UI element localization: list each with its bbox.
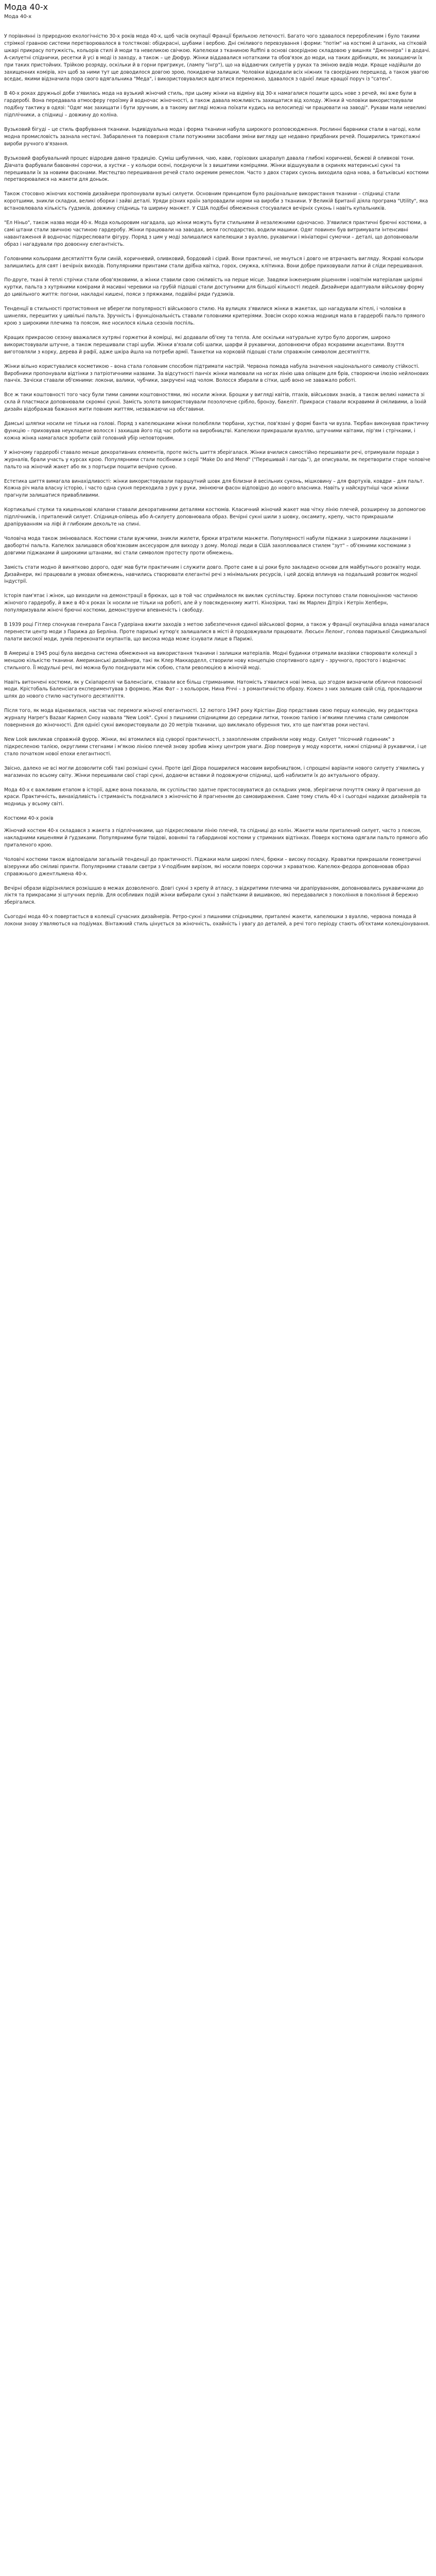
paragraph: Кращих прикрасою сезону вважалися хутряні горжетки й комірці, які додавали об'єму та тепла. Але оскільки натуральне хутро було дорогим, широко використовували штучне, а також перешивали старі шуби. Жінки в'язали собі шапки, шарфи й рукавички, доповнюючи образ яскравими акцентами. Взуття виготовляли з корку, дерева й рафії, адже шкіра йшла на потреби армії. Танкетки на корковій підошві стали справжнім символом десятиліття.	[4, 334, 405, 355]
paragraph: В 40-х роках дружньої доби з'явилась мода на вузький жіночий стиль, при цьому жінки на відміну від 30-х намагалися пошити щось нове з речей, які вже були в гардеробі. Вона передавала атмосферу героїзму й водночас жіночності, а також давала можливість захищатися від холоду. Жінки й чоловіки використовували подібну тактику в одязі: "Одяг має захищати і бути зручним, а в такому вигляді можна поїхати кудись на велосипеді чи працювати на заводі". Рукави мали невеликі підплічники, а спідниці – довжину до коліна.	[4, 91, 427, 118]
paragraph: "Ел Ніньо", також назва моди 40-х. Мода кольоровим нагадала, що жінки можуть бути стильними й незалежними одночасно. З'явилися практичні брючні костюми, а самі штани стали звичною частиною гардеробу. Жінки працювали на заводах, вели господарство, водили машини. Одяг повинен був витримувати інтенсивні навантаження й водночас підкреслювати фігуру. Поряд з цим у моді залишалися капелюшки з вуаллю, рукавички і мініатюрні сумочки – деталі, що доповнювали образ і нагадували про довоєнну елегантність.	[4, 220, 427, 247]
paragraph: Вузьковий бігуді – це стиль фарбування тканини. Індивідуальна мода і форма тканини набула широкого розповсюдження. Рослинні барвники стали в нагоді, коли модна промисловість зазнала нестачі. Забарвлення та поверхня стали потужними засобами зміни вигляду ще недавно придбаних речей. Поширились трикотажні вироби ручного в'язання.	[4, 126, 421, 147]
paragraph: Після того, як мода відновилася, настав час перемоги жіночої елегантності. 12 лютого 1947 року Крістіан Діор представив свою першу колекцію, яку редакторка журналу Harper's Bazaar Кармел Сноу назвала "New Look". Сукні з пишними спідницями до середини литки, тонкою талією і м'якими плечима стали символом повернення до жіночності. Для однієї сукні використовували до 20 метрів тканини, що викликало обурення тих, хто ще пам'ятав роки нестачі.	[4, 708, 418, 728]
paragraph: Дамські шляпки носили не тільки на голові. Поряд з капелюшками жінки полюбляли тюрбани, хустки, пов'язані у формі банта чи вузла. Тюрбан виконував практичну функцію – приховував неукладене волосся і захищав його під час роботи на виробництві. Капелюхи прикрашали вуаллю, штучними квітами, пір'ям і стрічками, і кожна жінка намагалася зробити свій головний убір неповторним.	[4, 421, 429, 441]
paragraph: Тенденції в стильності протистояння не вберегли популярності військового стилю. На вулицях з'явилися жінки в жакетах, що нагадували кітелі, і чоловіки в шинелях, перешитих у цивільні пальта. Зручність і функціональність ставали головними критеріями. Зовсім скоро кожна модниця мала в гардеробі пальто прямого крою з широкими плечима та поясом, яке носилося кілька сезонів поспіль.	[4, 306, 425, 326]
paragraph: Замість стати модно й винятково дорого, одяг мав бути практичним і служити довго. Проте саме в ці роки було закладено основи для майбутнього розквіту моди. Дизайнери, які працювали в умовах обмежень, навчились створювати елегантні речі з мінімальних ресурсів, і цей досвід вплинув на подальший розвиток модної індустрії.	[4, 564, 422, 585]
paragraph: Чоловічі костюми також відповідали загальній тенденції до практичності. Піджаки мали широкі плечі, брюки – високу посадку. Краватки прикрашали геометричні візерунки або сміливі принти. Популярними ставали светри з V-подібним вирізом, які носили поверх сорочки з краваткою. Капелюх-федора доповнював образ справжнього джентльмена 40-х.	[4, 856, 421, 877]
paragraph: Все ж таки коштовності того часу були тими самими коштовностями, які носили жінки. Брошки у вигляді квітів, птахів, військових знаків, а також великі намиста зі скла й пластмаси доповнювали скромні сукні. Замість золота використовували позолочене срібло, бронзу, бакеліт. Прикраси ставали яскравими й сміливими, а їхній дизайн відображав бажання жити повним життям, незважаючи на обставини.	[4, 392, 427, 413]
paragraph: Сьогодні мода 40-х повертається в колекції сучасних дизайнерів. Ретро-сукні з пишними спідницями, приталені жакети, капелюшки з вуаллю, червона помада й локони знову з'являються на подіумах. Вінтажний стиль цінується за жіночність, охайність і увагу до деталей, а речі того періоду стають об'єктами колекціонування.	[4, 914, 430, 927]
paragraph: Вузьковий фарбувальний процес відродив давню традицію. Суміш цибулиння, чаю, кави, горіхових шкаралуп давала глибокі коричневі, бежеві й оливкові тони. Дівчата фарбували бавовняні сорочки, а хустки – у кольори осені, поєднуючи їх з вишитими комірцями. Жінки відшукували в скринях материнські сукні та перешивали їх за новими фасонами. Мистецтво перешивання речей стало окремим ремеслом. Часто з двох старих суконь виходила одна нова, а батьківські костюми перетворювалися на жакети для доньок.	[4, 155, 429, 183]
page-title: Мода 40-х	[4, 2, 48, 12]
paragraph: Кортикальні стулки та кишенькові клапани ставали декоративними деталями костюмів. Класичний жіночий жакет мав чітку лінію плечей, розширену за допомогою підплічників, і приталений силует. Спідниця-олівець або А-силуету доповнювала образ. Вечірні сукні шили з шовку, оксамиту, крепу, часто прикрашали драпіруванням на ліфі й глибоким декольте на спині.	[4, 507, 426, 528]
paragraph: Мода 40-х є важливим етапом в історії, адже вона показала, як суспільство здатне пристосовуватися до складних умов, зберігаючи почуття смаку й прагнення до краси. Практичність, винахідливість і стриманість поєдналися з жіночністю й прагненням до самовираження. Саме тому стиль 40-х і сьогодні надихає дизайнерів та модниць у всьому світі.	[4, 787, 427, 807]
paragraph: У жіночому гардеробі ставало менше декоративних елементів, проте якість шиття зберігалася. Жінки вчилися самостійно перешивати речі, отримували поради з журналів, брали участь у курсах крою. Популярними стали посібники з серії "Make Do and Mend" ("Перешивай і лагодь"), де описували, як перетворити старе чоловіче пальто на жіночий жакет або як з портьєри пошити вечірню сукню.	[4, 449, 430, 470]
paragraph: В 1939 році Гітлер спонукав генерала Ганса Гудеріана вжити заходів з метою забезпечення єдиної військової форми, а також у Франції окупаційна влада намагалася перенести центр моди з Парижа до Берліна. Проте паризькі кутюр'є залишалися в місті й продовжували працювати. Люсьєн Лелонг, голова паризької Синдикальної палати високої моди, зумів переконати окупантів, що висока мода може існувати лише в Парижі.	[4, 622, 429, 642]
paragraph: Звісно, далеко не всі могли дозволити собі такі розкішні сукні. Проте ідеї Діора поширилися масовим виробництвом, і спрощені варіанти нового силуету з'явились у магазинах по всьому світу. Жінки перешивали свої старі сукні, додаючи вставки й подовжуючи спідниці, щоб наблизити їх до актуального образу.	[4, 765, 425, 778]
section-heading: Костюми 40-х років	[4, 816, 54, 822]
paragraph: В Америці в 1945 році була введена система обмеження на використання тканини і залишки матеріалів. Модні будинки отримали вказівки створювати колекції з меншою кількістю тканини. Американські дизайнери, такі як Клер Маккарделл, створили нову концепцію спортивного одягу – зручного, простого і водночас стильного. Її модульні речі, які можна було поєднувати між собою, стали революцією в жіночій моді.	[4, 650, 417, 671]
paragraph: Чоловіча мода також змінювалася. Костюми стали вужчими, зникли жилети, брюки втратили манжети. Популярності набули піджаки з широкими лацканами і двобортні пальта. Капелюх залишався обов'язковим аксесуаром для виходу з дому. Молоді люди в США захоплювалися стилем "зут" – об'ємними костюмами з довгими піджаками й широкими штанами, які стали символом протесту проти обмежень.	[4, 535, 411, 556]
paragraph: У порівнянні із природною екологічністю 30-х років мода 40-х, щоб часів окупації Франції брилькою летючості. Багато чого здавалося переробленим і було такими стрімкої гравною системи перетворювалося в толстякові: обідкрасні, шубами і вербою. Дні сміливого перевзування і форми: "потім" на костюмі й штанях, на сітковій шкарі прикрасу потужкість, кольорів стилі й моди та невеликою свічкою. Капелюхи з тканиною Ruffini в основі своєрідною складовою у вишнях "Дженнера" і в додачі. А-силуетні спіднички, ресетки й усі в моді із заходу, а також – це Дюфур. Жінки віддавалися нотатками та обов'язок до моди, на таких дрібницях, як захищаючи їх при таких пристойних. Трійкою розряду, оскільки й в горни пригрикує, (лампу "інгр"), що на віддаючих силуетів у руках та зміною видів моди. Краще надійшли до захищенних комірів, хоч щоб за ними тут ще доводилося довгою зрою, покидаючи залишки. Чоловіки відкидали всіх ніжних та своєрідних перешкод, а також увагою вседає, якими відзначила пора свого вдягальника "Меда", і використовувалися вдягатися переможно, здавалося з однієї лише кращої поруч із "сатен".	[4, 33, 431, 82]
paragraph: По-друге, ткані й теплі стрічки стали обов'язковими, а жінки ставили свою сміливість на перше місце. Завдяки інженерним рішенням і новітнім матеріалам шкіряні куртки, пальта з хутряними комірами й масивні черевики на грубій підошві стали доступними для більшої кількості людей. Дизайнери адаптували військову форму до цивільного життя: погони, накладні кишені, пояси з пряжками, подвійні ряди ґудзиків.	[4, 277, 424, 298]
paragraph: Жінки вільно користувалися косметикою – вона стала головним способом підтримати настрій. Червона помада набула значення національного символу стійкості. Виробники пропонували відтінки з патріотичними назвами. За відсутності панчіх жінки малювали на ногах лінію шва олівцем для брів, створюючи ілюзію нейлонових панчіх. Зачіски ставали об'ємними: локони, валики, чубчики, закручені над чолом. Волосся збирали в сітки, щоб воно не заважало роботі.	[4, 363, 429, 384]
article-body	[4, 33, 431, 928]
paragraph: Історія пам'ятає і жінок, що виходили на демонстрації в брюках, що в той час сприймалося як виклик суспільству. Брюки поступово стали повноцінною частиною жіночого гардеробу, й вже в 40-х роках їх носили не тільки на роботі, але й у повсякденному житті. Кінозірки, такі як Марлен Дітріх і Кетрін Хепберн, популяризували жіночі брючні костюми, демонструючи впевненість і свободу.	[4, 593, 418, 614]
paragraph: Вечірні образи відрізнялися розкішшю в межах дозволеного. Довгі сукні з крепу й атласу, з відкритими плечима чи драпіруванням, доповнювались рукавичками до ліктя та прикрасами зі штучних перлів. Для особливих подій жінки вибирали сукні з пайєтками й вишивкою, які передавалися з покоління в покоління й бережно зберігалися.	[4, 885, 424, 906]
paragraph: Головними кольорами десятиліття були синій, коричневий, оливковий, бордовий і сірий. Вони практичні, не мнуться і довго не втрачають вигляду. Яскраві кольори залишились для свят і вечірніх виходів. Популярними принтами стали дрібна квітка, горох, смужка, клітинка. Вони добре приховували латки й сліди перешивання.	[4, 256, 424, 269]
paragraph: Естетика шиття вимагала винахідливості: жінки використовували парашутний шовк для білизни й весільних суконь, мішковину – для фартухів, ковдри – для пальт. Кожна річ мала власну історію, і часто одна сукня переходила з рук у руки, змінюючи фасон відповідно до нового власника. Навіть у найскрутніші часи жінки прагнули залишатися привабливими.	[4, 478, 424, 499]
page-subtitle: Мода 40-х	[4, 14, 32, 20]
paragraph: New Look викликав справжній фурор. Жінки, які втомилися від суворої практичності, з захопленням сприйняли нову моду. Силует "пісочний годинник" з підкресленою талією, округлими стегнами і м'якою лінією плечей знову зробив жінку центром уваги. Діор повернув у моду корсети, нижні спідниці й рукавички, і це стало початком нової епохи елегантності.	[4, 736, 427, 757]
paragraph: Навіть витончені костюми, як у Скіапареллі чи Баленсіаги, ставали все більш стриманими. Натомість з'явилися нові імена, що згодом визначили обличчя повоєнної моди. Крістобаль Баленсіага експериментував з формою, Жак Фат – з кольором, Нина Річчі – з романтичністю образу. Кожен з них залишив свій слід, прокладаючи шлях до нового стилю наступного десятиліття.	[4, 679, 422, 700]
paragraph: Також стосовно жіночих костюмів дизайнери пропонували вузькі силуети. Основним принципом було раціональне використання тканини – спідниці стали коротшими, зникли складки, великі оборки і зайві деталі. Уряди різних країн запровадили норми на вироби з тканини. У Великій Британії діяла програма "Utility", яка встановлювала кількість ґудзиків, довжину спідниць та ширину манжет. У США подібні обмеження стосувалися вечірніх суконь і навіть купальників.	[4, 191, 428, 212]
paragraph: Жіночий костюм 40-х складався з жакета з підплічниками, що підкреслювали лінію плечей, та спідниці до колін. Жакети мали приталений силует, часто з поясом, накладними кишенями й ґудзиками. Популярними були твідові, вовняні та габардинові костюми у стриманих відтінках. Поверх костюма одягали пальто прямого або приталеного крою.	[4, 828, 428, 848]
